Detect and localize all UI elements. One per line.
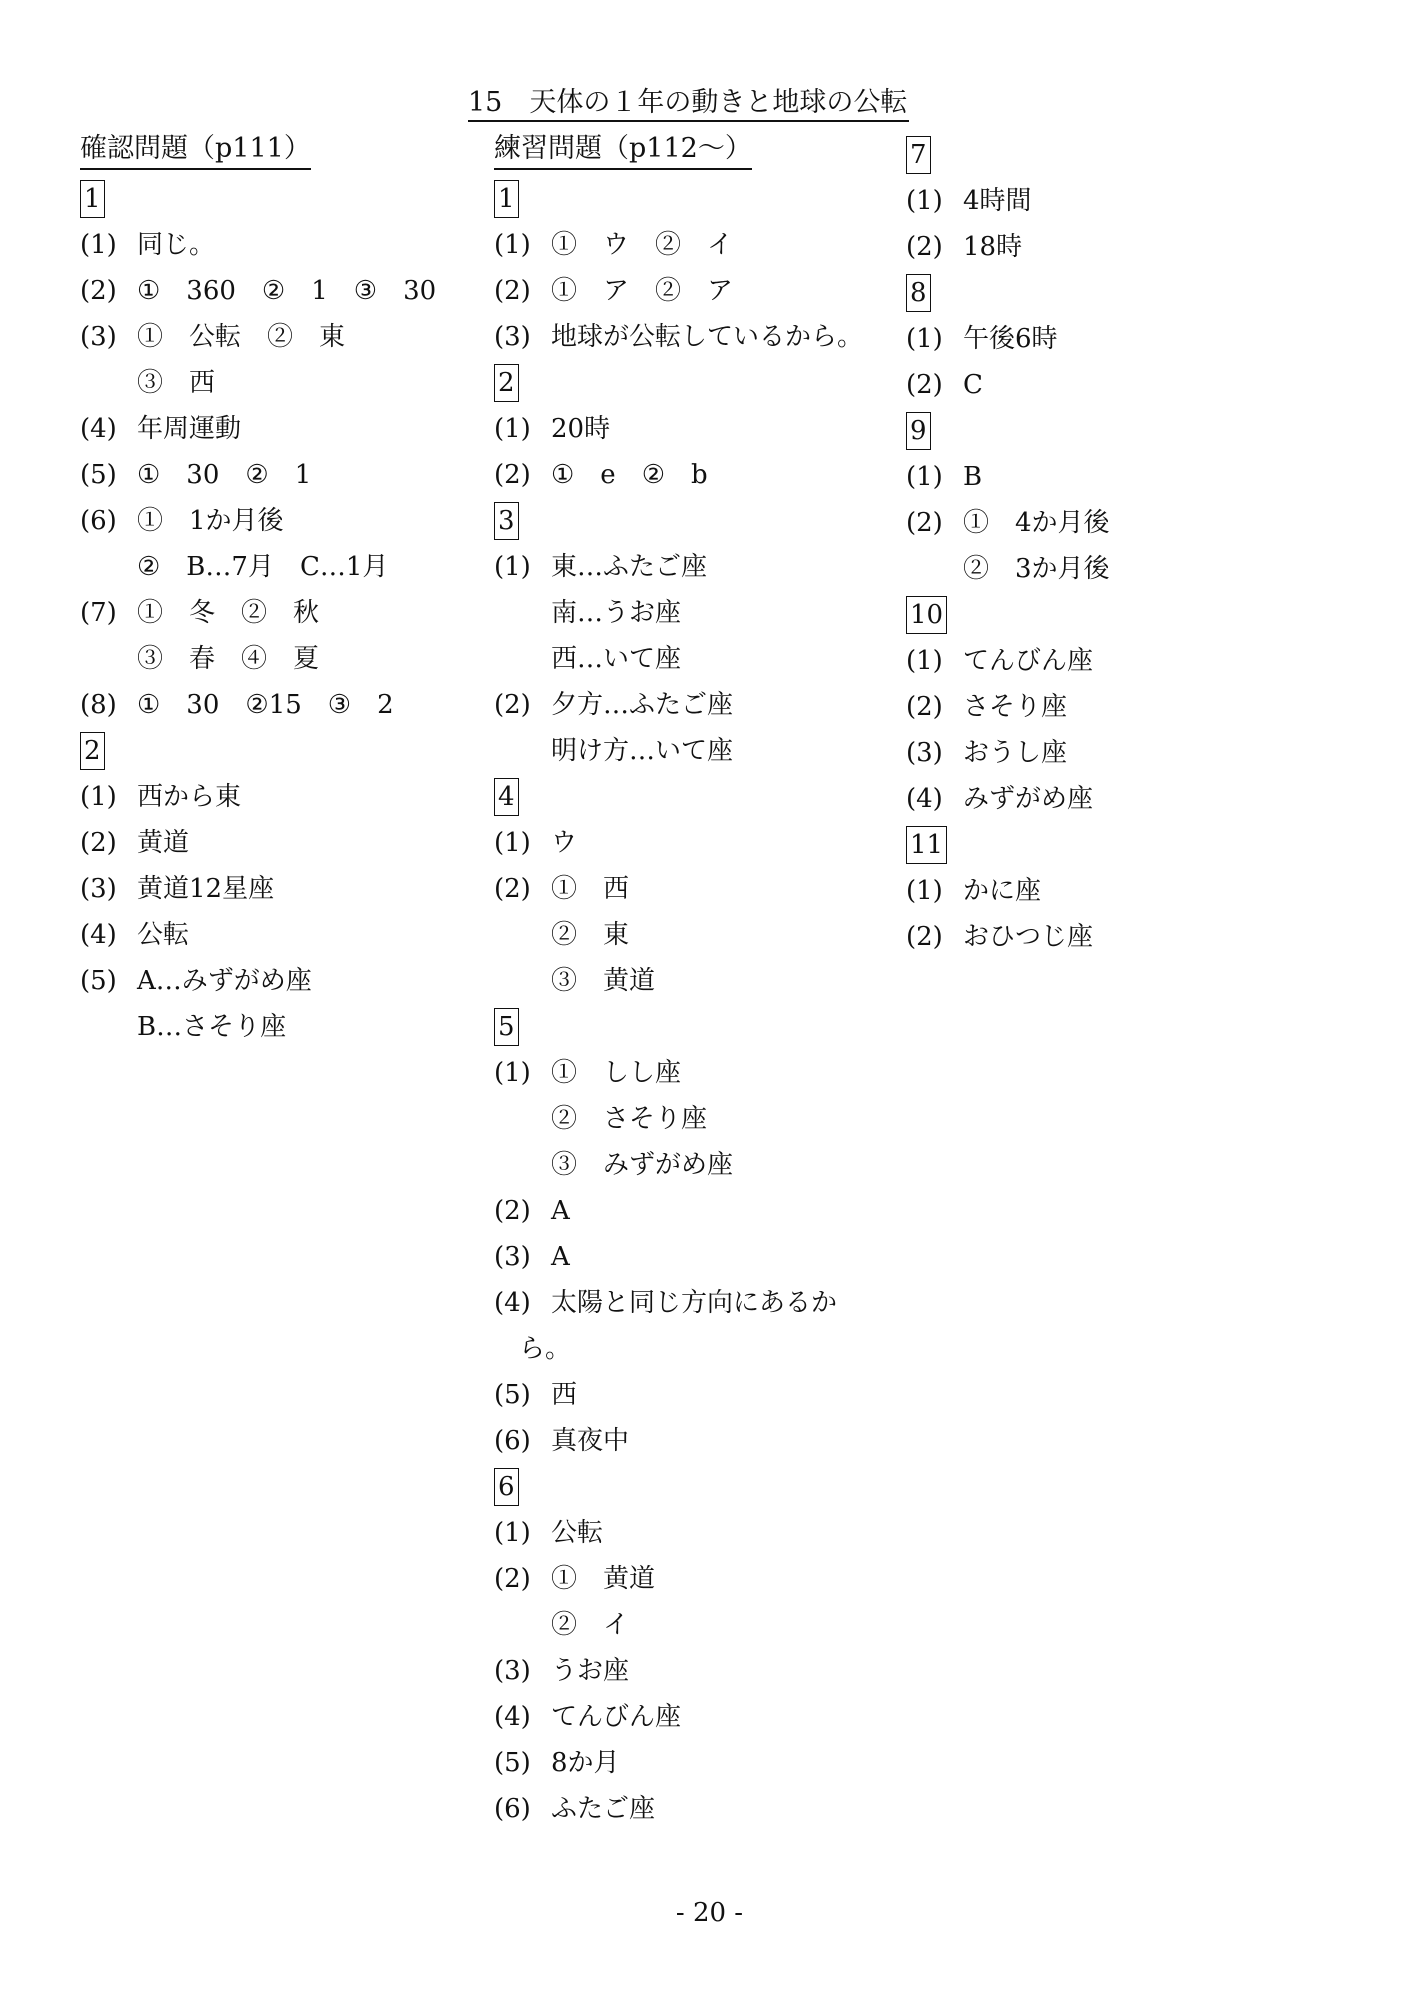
question-block [494,498,863,774]
answer-text: ① ア ② ア [551,276,734,306]
answer-text: ① 冬 ② 秋 [137,598,320,628]
question-number-box: 6 [494,1468,519,1506]
answer-text: ウ [551,828,578,858]
question-block [80,176,436,728]
item-number: (2) [906,232,943,262]
answer-text: 明け方…いて座 [551,736,734,766]
answer-item [494,820,863,866]
question-block [494,1004,863,1464]
item-number: (1) [494,828,531,858]
item-number: (1) [494,414,531,444]
answer-item [80,452,436,498]
item-number: (5) [80,966,117,996]
answer-text: ① 黄道 [551,1564,656,1594]
answer-text: ① 30 ② 1 [137,460,312,490]
answer-item [906,178,1110,224]
item-number: (3) [906,738,943,768]
answer-text: 同じ。 [137,230,216,260]
item-number: (4) [906,784,943,814]
item-number: (2) [906,370,943,400]
answer-text: 20時 [551,414,611,444]
item-number: (2) [494,460,531,490]
answer-text: 年周運動 [137,414,242,444]
question-number-box: 4 [494,778,519,816]
answer-item [494,314,863,360]
question-number-box: 3 [494,502,519,540]
item-number: (1) [906,324,943,354]
answer-item [906,914,1110,960]
answer-item [906,868,1110,914]
answer-text: ① 4か月後 [963,508,1110,538]
answer-text: 8か月 [551,1748,620,1778]
answer-text: 黄道 [137,828,190,858]
answer-item [80,590,436,682]
column-renshu-continued [906,132,1110,960]
answer-item [906,776,1110,822]
item-number: (6) [80,506,117,536]
answer-text: 南…うお座 [551,598,682,628]
question-block [494,360,863,498]
answer-item [494,1556,863,1648]
answer-text: ③ 黄道 [551,966,656,996]
section-header: 練習問題（p112～） [494,132,752,170]
answer-text: てんびん座 [963,646,1094,676]
answer-text: B [963,462,983,492]
answer-text: ② 東 [551,920,630,950]
answer-item [494,1694,863,1740]
answer-text: ① e ② b [551,460,708,490]
question-number-box: 9 [906,412,931,450]
item-number: (2) [494,874,531,904]
question-block [80,728,436,1050]
item-number: (3) [494,1656,531,1686]
answer-text: ら。 [519,1334,572,1364]
question-block [906,270,1110,408]
answer-item [906,316,1110,362]
answer-text: C [963,370,983,400]
question-number-box: 1 [80,180,105,218]
answer-item [906,500,1110,592]
item-number: (1) [80,782,117,812]
page-number: - 20 - [675,1898,744,1928]
page-title: 15 天体の１年の動きと地球の公転 [468,86,909,122]
question-block [906,408,1110,592]
item-number: (7) [80,598,117,628]
answer-text: ① 30 ②15 ③ 2 [137,690,394,720]
answer-text: かに座 [963,876,1042,906]
answer-text: みずがめ座 [963,784,1094,814]
answer-text: 真夜中 [551,1426,630,1456]
answer-item [80,406,436,452]
answer-text: ② イ [551,1610,630,1640]
answer-item [80,820,436,866]
answer-text: A [551,1242,570,1272]
answer-text: 黄道12星座 [137,874,275,904]
answer-text: ① 公転 ② 東 [137,322,346,352]
item-number: (6) [494,1426,531,1456]
answer-item [494,268,863,314]
answer-item [494,866,863,1004]
answer-text: 18時 [963,232,1023,262]
answer-text: A…みずがめ座 [137,966,312,996]
item-number: (1) [906,646,943,676]
answer-item [494,1418,863,1464]
question-number-box: 8 [906,274,931,312]
item-number: (5) [494,1748,531,1778]
answer-text: ② 3か月後 [963,554,1110,584]
question-number-box: 1 [494,180,519,218]
item-number: (1) [906,876,943,906]
answer-item [906,684,1110,730]
answer-text: 公転 [137,920,190,950]
answer-text: 4時間 [963,186,1032,216]
answer-text: ③ みずがめ座 [551,1150,734,1180]
answer-item [494,1234,863,1280]
item-number: (1) [906,462,943,492]
question-number-box: 11 [906,826,947,864]
answer-item [80,912,436,958]
item-number: (3) [80,874,117,904]
answer-text: 夕方…ふたご座 [551,690,734,720]
answer-text: ② B…7月 C…1月 [137,552,389,582]
answer-item [494,1740,863,1786]
question-number-box: 10 [906,596,947,634]
answer-item [906,454,1110,500]
item-number: (2) [494,1564,531,1594]
item-number: (2) [80,828,117,858]
answer-item [494,452,863,498]
answer-text: 地球が公転しているから。 [551,322,864,352]
item-number: (2) [494,1196,531,1226]
answer-text: ③ 西 [137,368,216,398]
answer-item [906,224,1110,270]
item-number: (1) [494,552,531,582]
item-number: (3) [494,322,531,352]
answer-text: 西…いて座 [551,644,682,674]
answer-item [494,1786,863,1832]
answer-item [494,1648,863,1694]
answer-item [80,498,436,590]
item-number: (6) [494,1794,531,1824]
question-number-box: 2 [80,732,105,770]
item-number: (5) [80,460,117,490]
question-block [906,592,1110,822]
answer-text: ① しし座 [551,1058,682,1088]
item-number: (1) [494,1518,531,1548]
answer-item [906,638,1110,684]
answer-text: 東…ふたご座 [551,552,708,582]
answer-item [494,1372,863,1418]
answer-item [906,730,1110,776]
answer-text: さそり座 [963,692,1068,722]
answer-item [80,314,436,406]
answer-item [494,682,863,774]
answer-item [494,1188,863,1234]
answer-text: おうし座 [963,738,1068,768]
item-number: (2) [906,508,943,538]
answer-text: ① ウ ② イ [551,230,734,260]
item-number: (4) [494,1288,531,1318]
answer-item [80,682,436,728]
item-number: (1) [494,230,531,260]
item-number: (2) [494,690,531,720]
item-number: (2) [906,692,943,722]
answer-text: ふたご座 [551,1794,656,1824]
answer-text: A [551,1196,570,1226]
item-number: (8) [80,690,117,720]
answer-item [80,774,436,820]
answer-item [494,222,863,268]
answer-item [494,544,863,682]
item-number: (2) [80,276,117,306]
item-number: (1) [80,230,117,260]
item-number: (1) [494,1058,531,1088]
item-number: (5) [494,1380,531,1410]
answer-text: 西から東 [137,782,242,812]
answer-item [494,1050,863,1188]
question-number-box: 7 [906,136,931,174]
question-block [906,132,1110,270]
answer-text: 西 [551,1380,578,1410]
question-number-box: 5 [494,1008,519,1046]
answer-item [906,362,1110,408]
question-block [494,1464,863,1832]
column-renshu [494,132,863,1832]
question-block [494,176,863,360]
answer-item [80,268,436,314]
question-block [494,774,863,1004]
question-block [906,822,1110,960]
item-number: (4) [80,920,117,950]
answer-text: ① 360 ② 1 ③ 30 [137,276,437,306]
answer-text: ① 西 [551,874,630,904]
answer-text: おひつじ座 [963,922,1094,952]
item-number: (3) [494,1242,531,1272]
item-number: (3) [80,322,117,352]
item-number: (4) [494,1702,531,1732]
item-number: (2) [494,276,531,306]
answer-item [80,958,436,1050]
item-number: (2) [906,922,943,952]
answer-text: B…さそり座 [137,1012,287,1042]
answer-text: 午後6時 [963,324,1058,354]
answer-item [80,866,436,912]
item-number: (4) [80,414,117,444]
answer-item [494,406,863,452]
answer-text: 公転 [551,1518,604,1548]
answer-item [494,1510,863,1556]
item-number: (1) [906,186,943,216]
column-kakunin [80,132,436,1050]
question-number-box: 2 [494,364,519,402]
section-header: 確認問題（p111） [80,132,311,170]
answer-item [80,222,436,268]
answer-item [494,1280,863,1372]
answer-text: うお座 [551,1656,630,1686]
answer-text: 太陽と同じ方向にあるか [551,1288,838,1318]
answer-text: ③ 春 ④ 夏 [137,644,320,674]
answer-text: ② さそり座 [551,1104,708,1134]
answer-text: ① 1か月後 [137,506,284,536]
answer-text: てんびん座 [551,1702,682,1732]
